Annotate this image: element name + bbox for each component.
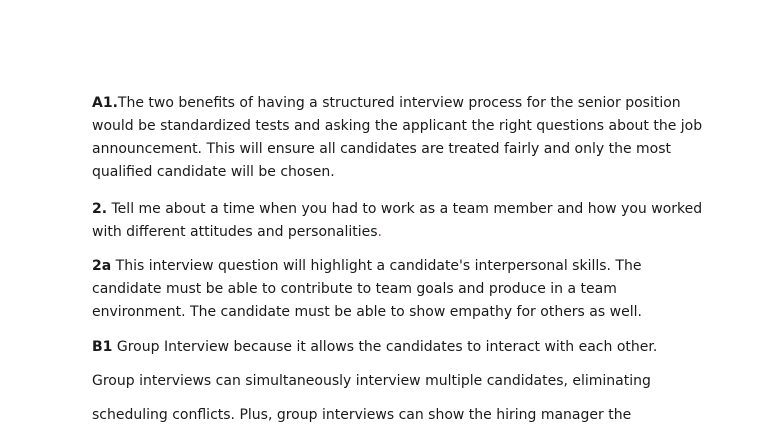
answer-2a-label: 2a: [92, 258, 112, 274]
answer-b1-line-2: Group interviews can simultaneously interview multiple candidates, eliminating: [92, 373, 651, 389]
answer-b1-line-3: scheduling conflicts. Plus, group interviews can show the hiring manager the: [92, 407, 632, 423]
question-2-trailing-period: .: [377, 224, 382, 240]
answer-a1-label: A1.: [92, 95, 118, 111]
answer-b1-label: B1: [92, 339, 113, 355]
answer-a1-text: The two benefits of having a structured interview process for the senior position would be standardized tests and asking the applicant the right questions about the job announcement. This will ensure all candidates are treated fairly and only the most qualified candidate will be chosen.: [92, 95, 703, 180]
answer-a1: [92, 92, 712, 184]
answer-b1: [92, 336, 712, 359]
question-2-text: Tell me about a time when you had to work as a team member and how you worked with different attitudes and personalities: [92, 201, 703, 240]
question-2: [92, 198, 712, 244]
answer-2a: [92, 255, 712, 324]
answer-2a-text: This interview question will highlight a candidate's interpersonal skills. The candidate must be able to contribute to team goals and produce in a team environment. The candidate must be able to show empathy for others as well.: [92, 258, 642, 320]
question-2-label: 2.: [92, 201, 108, 217]
answer-b1-text: Group Interview because it allows the candidates to interact with each other.: [112, 339, 658, 355]
